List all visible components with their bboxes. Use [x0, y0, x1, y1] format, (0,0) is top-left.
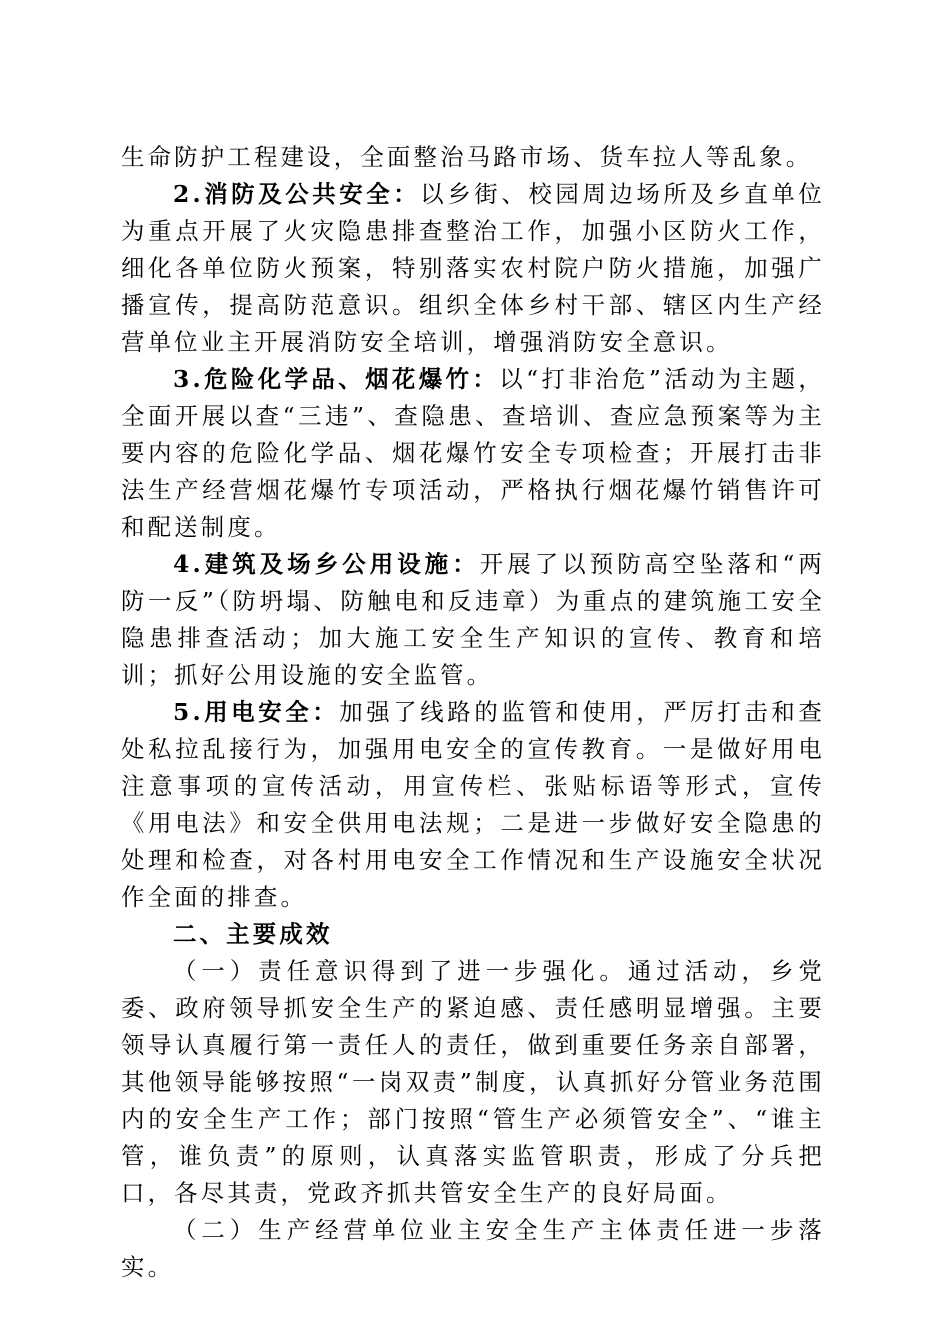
paragraph-heading: 4.建筑及场乡公用设施：: [173, 550, 480, 578]
section-heading: 二、主要成效: [173, 920, 333, 948]
paragraph-text: 开展了以预防高空坠落和“两防一反”（防坍塌、防触电和反违章）为重点的建筑施工安全隐患排查活动；加大施工安全生产知识的宣传、教育和培训；抓好公用设施的安全监管。: [121, 550, 825, 689]
document-page: [121, 139, 825, 1286]
paragraph-responsibility: [121, 953, 825, 1212]
paragraph-business-responsibility: [121, 1212, 825, 1286]
paragraph-text: 以“打非治危”活动为主题，全面开展以查“三违”、查隐患、查培训、查应急预案等为主要内容的危险化学品、烟花爆竹安全专项检查；开展打击非法生产经营烟花爆竹专项活动，严格执行烟花爆竹销售许可和配送制度。: [121, 365, 825, 541]
paragraph-fire-safety: [121, 176, 825, 361]
paragraph-electricity: [121, 694, 825, 916]
paragraph-construction: [121, 546, 825, 694]
paragraph-heading: 5.用电安全：: [173, 698, 340, 726]
paragraph-heading: 2.消防及公共安全：: [173, 180, 421, 208]
paragraph-text: 生命防护工程建设，全面整治马路市场、货车拉人等乱象。: [121, 143, 813, 171]
paragraph-continuation: [121, 139, 825, 176]
paragraph-text: （一）责任意识得到了进一步强化。通过活动，乡党委、政府领导抓安全生产的紧迫感、责任感明显增强。主要领导认真履行第一责任人的责任，做到重要任务亲自部署，其他领导能够按照“一岗双责”制度，认真抓好分管业务范围内的安全生产工作；部门按照“管生产必须管安全”、“谁主管，谁负责”的原则，认真落实监管职责，形成了分兵把口，各尽其责，党政齐抓共管安全生产的良好局面。: [121, 957, 825, 1207]
paragraph-heading: 3.危险化学品、烟花爆竹：: [173, 365, 500, 393]
paragraph-hazardous-chemicals: [121, 361, 825, 546]
paragraph-text: （二）生产经营单位业主安全生产主体责任进一步落实。: [121, 1216, 825, 1281]
paragraph-text: 以乡街、校园周边场所及乡直单位为重点开展了火灾隐患排查整治工作，加强小区防火工作，细化各单位防火预案，特别落实农村院户防火措施，加强广播宣传，提高防范意识。组织全体乡村干部、辖区内生产经营单位业主开展消防安全培训，增强消防安全意识。: [121, 180, 825, 356]
paragraph-text: 加强了线路的监管和使用，严厉打击和查处私拉乱接行为，加强用电安全的宣传教育。一是做好用电注意事项的宣传活动，用宣传栏、张贴标语等形式，宣传《用电法》和安全供用电法规；二是进一步做好安全隐患的处理和检查，对各村用电安全工作情况和生产设施安全状况作全面的排查。: [121, 698, 825, 911]
